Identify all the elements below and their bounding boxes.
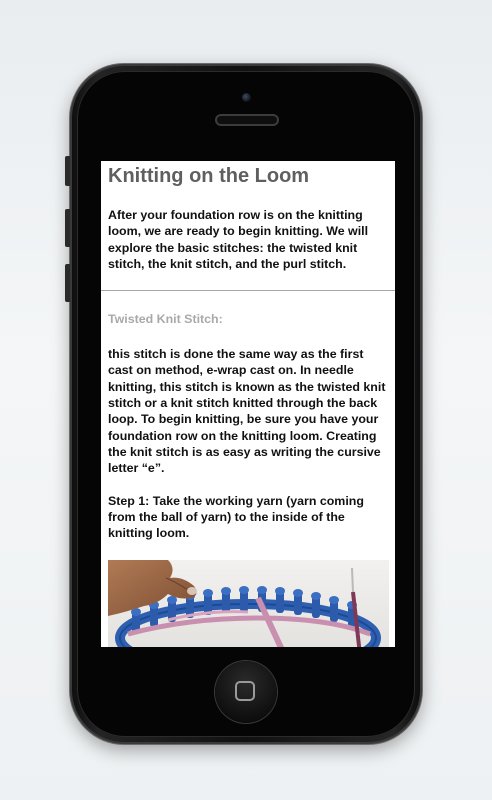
step-1-paragraph: Step 1: Take the working yarn (yarn coming from the ball of yarn) to the inside of the knitting loom. xyxy=(108,493,364,541)
front-camera xyxy=(242,93,251,102)
app-screen[interactable] xyxy=(101,161,395,647)
home-square-icon xyxy=(235,681,255,701)
mute-switch xyxy=(65,156,70,186)
section-heading: Twisted Knit Stitch: xyxy=(108,312,223,327)
home-button[interactable] xyxy=(215,661,277,723)
section-divider xyxy=(101,290,395,291)
phone-frame xyxy=(70,64,422,744)
loom-photo-image xyxy=(108,560,389,647)
article-content[interactable] xyxy=(101,161,395,272)
volume-up-button xyxy=(65,209,70,247)
body-paragraph: this stitch is done the same way as the first cast on method, e-wrap cast on. In needle knitting, this stitch is known as the twisted knit stitch or a knit stitch knitted through the back loop. To begin knitting, be sure you have your foundation row on the knitting loom. Creating the knit stitch is as easy as writing the cursive letter “e”. xyxy=(108,347,386,476)
intro-paragraph: After your foundation row is on the knitting loom, we are ready to begin knitting. We will explore the basic stitches: the twisted knit stitch, the knit stitch, and the purl stitch. xyxy=(108,208,369,271)
volume-down-button xyxy=(65,264,70,302)
article-title: Knitting on the Loom xyxy=(108,165,310,187)
loom-knitting-photo xyxy=(108,560,389,647)
earpiece-speaker xyxy=(217,116,277,124)
